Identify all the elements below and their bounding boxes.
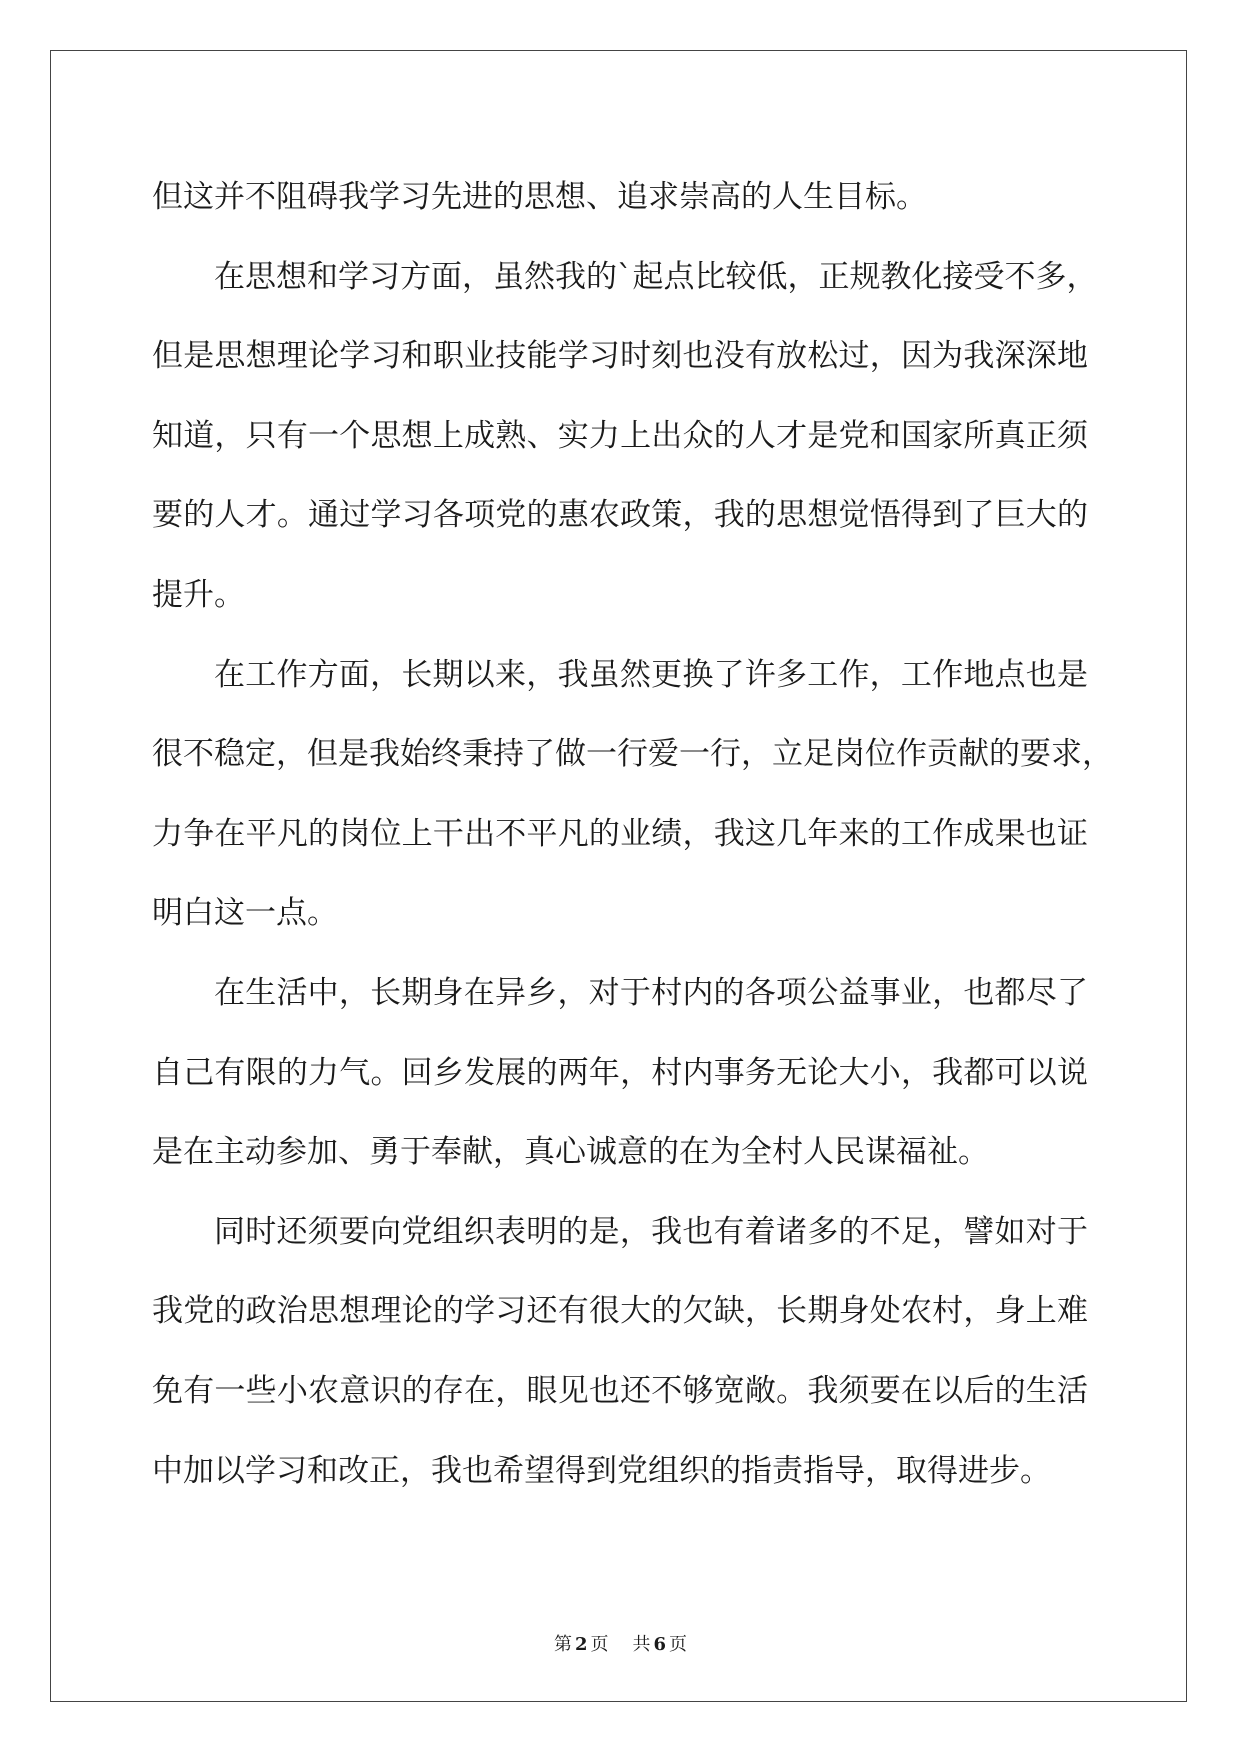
text-line: 但这并不阻碍我学习先进的思想、追求崇高的人生目标。 — [152, 179, 927, 215]
document-body — [152, 158, 1113, 1511]
text-line: 力争在平凡的岗位上干出不平凡的业绩，我这几年来的工作成果也证 — [152, 815, 1088, 852]
text-line: 在工作方面，长期以来，我虽然更换了许多工作，工作地点也是 — [214, 656, 1088, 693]
text-line: 在思想和学习方面，虽然我的`起点比较低，正规教化接受不多， — [214, 258, 1098, 295]
total-suffix: 页 — [669, 1634, 688, 1655]
text-line: 是在主动参加、勇于奉献，真心诚意的在为全村人民谋福祉。 — [152, 1134, 989, 1171]
page-suffix: 页 — [590, 1634, 609, 1655]
page-footer — [0, 1630, 1241, 1656]
text-line: 要的人才。通过学习各项党的惠农政策，我的思想觉悟得到了巨大的 — [152, 497, 1088, 534]
total-pages: 6 — [653, 1634, 667, 1655]
text-line: 中加以学习和改正，我也希望得到党组织的指责指导，取得进步。 — [152, 1452, 1051, 1489]
text-line: 提升。 — [152, 576, 245, 613]
text-line: 免有一些小农意识的存在，眼见也还不够宽敞。我须要在以后的生活 — [152, 1372, 1088, 1409]
total-prefix: 共 — [632, 1634, 651, 1655]
text-line: 但是思想理论学习和职业技能学习时刻也没有放松过，因为我深深地 — [152, 338, 1088, 375]
text-line: 很不稳定，但是我始终秉持了做一行爱一行，立足岗位作贡献的要求， — [152, 736, 1113, 773]
text-line: 自己有限的力气。回乡发展的两年，村内事务无论大小，我都可以说 — [152, 1054, 1088, 1091]
page-number: 2 — [574, 1634, 588, 1655]
text-line: 明白这一点。 — [152, 895, 338, 932]
text-line: 知道，只有一个思想上成熟、实力上出众的人才是党和国家所真正须 — [152, 417, 1088, 454]
text-line: 在生活中，长期身在异乡，对于村内的各项公益事业，也都尽了 — [214, 974, 1088, 1011]
text-line: 同时还须要向党组织表明的是，我也有着诸多的不足，譬如对于 — [214, 1213, 1088, 1250]
page-prefix: 第 — [553, 1634, 572, 1655]
text-line: 我党的政治思想理论的学习还有很大的欠缺，长期身处农村，身上难 — [152, 1293, 1088, 1330]
